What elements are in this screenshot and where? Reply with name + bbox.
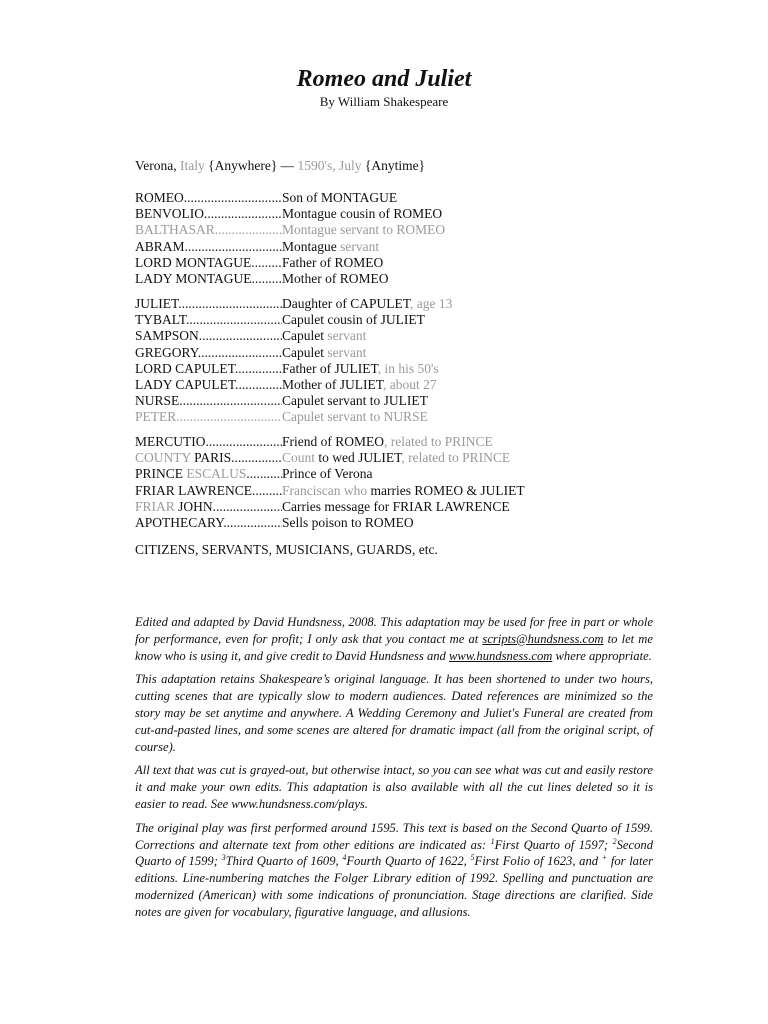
cast-row xyxy=(135,239,655,255)
character-name xyxy=(135,499,282,515)
cast-row xyxy=(135,377,655,393)
notes-text: where appropriate. xyxy=(552,648,652,663)
character-description xyxy=(282,190,397,206)
play-title: Romeo and Juliet xyxy=(296,66,472,92)
character-description xyxy=(282,345,366,361)
character-name xyxy=(135,515,282,531)
description-text: Montague cousin of ROMEO xyxy=(282,206,443,222)
edition-marker: 4 xyxy=(342,853,347,863)
character-description xyxy=(282,499,510,515)
notes-text: First Quarto of 1597; xyxy=(494,837,613,852)
email-link[interactable]: scripts@hundsness.com xyxy=(482,631,604,646)
description-cut: , in his 50's xyxy=(377,360,439,376)
character-name-text: BALTHASAR xyxy=(135,222,215,238)
extras-line: CITIZENS, SERVANTS, MUSICIANS, GUARDS, etc. xyxy=(135,542,438,557)
character-name xyxy=(135,377,282,393)
character-name-text: BENVOLIO xyxy=(135,206,204,222)
edition-marker: 2 xyxy=(612,836,617,846)
cast-row xyxy=(135,361,655,377)
character-name xyxy=(135,271,282,287)
description-text: Father of ROMEO xyxy=(282,254,384,270)
edition-marker: 1 xyxy=(490,836,495,846)
description-text: Son of MONTAGUE xyxy=(282,190,398,205)
character-name-text: PRINCE xyxy=(135,466,184,482)
character-description xyxy=(282,296,452,312)
character-name-text: FRIAR LAWRENCE xyxy=(135,482,253,498)
character-name-text: PARIS xyxy=(194,450,232,466)
description-text: Father of JULIET xyxy=(282,360,378,376)
website-link[interactable]: www.hundsness.com xyxy=(449,648,553,663)
character-description xyxy=(282,483,525,499)
description-cut: , age 13 xyxy=(409,296,453,311)
character-name-text: ROMEO xyxy=(135,190,184,205)
cast-row xyxy=(135,434,655,450)
character-name-text: SAMPSON xyxy=(135,328,199,344)
cast-group-capulet xyxy=(135,296,655,426)
cast-row xyxy=(135,190,655,206)
cast-row xyxy=(135,296,655,312)
character-description xyxy=(282,466,372,482)
description-text: Montague servant to ROMEO xyxy=(282,222,446,238)
character-name xyxy=(135,190,282,206)
character-description xyxy=(282,377,437,393)
notes-paragraph-credit xyxy=(135,614,653,664)
notes-text: Third Quarto of 1609, xyxy=(225,854,343,869)
character-description xyxy=(282,434,493,450)
description-text: Carries message for FRIAR LAWRENCE xyxy=(282,498,510,514)
notes-paragraph-adaptation: This adaptation retains Shakespeare’s original language. It has been shortened to under two hours, cutting scenes that are typically slow to modern audiences. Dated references are minimized so the story may be set anytime and anywhere. A Wedding Ceremony and Juliet's Funeral are created from cut-and-pasted lines, and some scenes are altered for dramatic impact (all from the original script, of course). xyxy=(135,672,653,754)
character-description xyxy=(282,312,425,328)
description-text: Capulet xyxy=(282,344,324,360)
description-text: Sells poison to ROMEO xyxy=(282,514,414,530)
character-description xyxy=(282,450,510,466)
edition-marker: 5 xyxy=(470,853,475,863)
character-name-cut: ESCALUS xyxy=(186,466,247,482)
character-name xyxy=(135,434,282,450)
description-text: Daughter of CAPULET xyxy=(282,296,410,311)
description-text: Mother of JULIET xyxy=(282,376,383,392)
character-description xyxy=(282,206,442,222)
character-name-text: LADY MONTAGUE xyxy=(135,270,252,286)
notes-text: First Folio of 1623, and xyxy=(474,854,602,869)
character-description xyxy=(282,222,445,238)
description-cut: , about 27 xyxy=(382,376,437,392)
character-description xyxy=(282,393,428,409)
description-text: Capulet xyxy=(282,328,324,344)
character-name-text: JOHN xyxy=(178,498,213,514)
character-name xyxy=(135,361,282,377)
character-name xyxy=(135,466,282,482)
description-cut: servant xyxy=(340,238,380,254)
notes-paragraph-sources xyxy=(135,820,653,921)
character-name xyxy=(135,345,282,361)
character-name-text: LADY CAPULET xyxy=(135,376,236,392)
character-description xyxy=(282,328,366,344)
description-cut: , related to PRINCE xyxy=(384,434,493,449)
setting-place-original: Italy xyxy=(179,158,205,173)
character-name xyxy=(135,222,282,238)
setting-line xyxy=(135,157,635,175)
cast-row xyxy=(135,499,655,515)
character-description xyxy=(282,515,414,531)
notes-text: Fourth Quarto of 1622, xyxy=(346,854,471,869)
cast-row xyxy=(135,222,655,238)
cast-row xyxy=(135,483,655,499)
character-name-text: JULIET xyxy=(135,296,179,311)
description-text: Capulet servant to JULIET xyxy=(282,393,428,409)
setting-place-alt: {Anywhere} xyxy=(208,158,278,173)
character-name-text: NURSE xyxy=(135,393,180,409)
setting-dash: — xyxy=(280,158,295,173)
notes-text: to let me know who is using it, and give credit to David Hundsness and xyxy=(135,631,653,663)
cast-row xyxy=(135,515,655,531)
cast-row xyxy=(135,328,655,344)
character-name-text: APOTHECARY xyxy=(135,514,224,530)
notes-text: Edited and adapted by David Hundsness, 2008. This adaptation may be used for free in part or whole for performance, even for profit; I only ask that you contact me at xyxy=(135,615,653,646)
cast-group-montague xyxy=(135,190,655,287)
description-text: Prince of Verona xyxy=(282,466,373,482)
character-name xyxy=(135,483,282,499)
character-name xyxy=(135,312,282,328)
description-cut: servant xyxy=(327,344,367,360)
cast-row xyxy=(135,466,655,482)
description-cut: servant xyxy=(327,328,367,344)
character-name-text: ABRAM xyxy=(135,238,185,254)
cast-row xyxy=(135,393,655,409)
character-name-text: LORD CAPULET xyxy=(135,360,235,376)
character-description xyxy=(282,361,439,377)
cast-row xyxy=(135,409,655,425)
character-description xyxy=(282,255,383,271)
setting-time-alt: {Anytime} xyxy=(364,158,426,173)
description-text: Capulet cousin of JULIET xyxy=(282,312,425,328)
character-name xyxy=(135,206,282,222)
description-text: to wed JULIET xyxy=(318,450,402,466)
character-name xyxy=(135,393,282,409)
character-name xyxy=(135,296,282,312)
description-cut: , related to PRINCE xyxy=(401,450,511,466)
character-name xyxy=(135,328,282,344)
character-name xyxy=(135,450,282,466)
description-text: Capulet servant to NURSE xyxy=(282,409,428,425)
setting-place: Verona, xyxy=(135,158,177,173)
character-description xyxy=(282,271,389,287)
notes-text: The original play was first performed around 1595. This text is based on the Second Quarto of 1599. Corrections and alternate text from other editions are indicated as: xyxy=(135,820,653,852)
cast-row xyxy=(135,271,655,287)
cast-row xyxy=(135,206,655,222)
notes-paragraph-cuts: All text that was cut is grayed-out, but otherwise intact, so you can see what was cut and easily restore it and make your own edits. This adaptation is also available with all the cut lines deleted so it is easier to read. See www.hundsness.com/plays. xyxy=(135,763,653,811)
cast-group-others xyxy=(135,434,655,531)
edition-marker: + xyxy=(601,853,608,863)
character-name-cut: COUNTY xyxy=(135,450,191,466)
character-name-text: TYBALT xyxy=(135,312,187,328)
description-text: Montague xyxy=(282,238,337,254)
editor-notes xyxy=(135,614,653,928)
character-name xyxy=(135,409,282,425)
cast-row xyxy=(135,312,655,328)
description-cut: Franciscan who xyxy=(282,482,368,498)
description-text: Mother of ROMEO xyxy=(282,270,389,286)
setting-time-original: 1590's, July xyxy=(297,158,362,173)
cast-row xyxy=(135,345,655,361)
cast-row xyxy=(135,450,655,466)
description-cut: Count xyxy=(282,450,316,466)
description-text: marries ROMEO & JULIET xyxy=(370,482,525,498)
character-name-text: MERCUTIO xyxy=(135,434,206,449)
character-name-cut: FRIAR xyxy=(135,498,175,514)
author-line: By William Shakespeare xyxy=(319,94,449,109)
notes-text: for later editions. Line-numbering matches the Folger Library edition of 1992. Spelling and punctuation are modernized (American) with some indications of pronunciation. Stage directions are clarified. Side notes are given for vocabulary, figurative language, and allusions. xyxy=(135,854,653,919)
description-text: Friend of ROMEO xyxy=(282,434,384,449)
character-description xyxy=(282,409,428,425)
cast-row xyxy=(135,255,655,271)
character-name-text: GREGORY xyxy=(135,344,198,360)
character-name-text: LORD MONTAGUE xyxy=(135,254,252,270)
notes-text: Second Quarto of 1599; xyxy=(135,837,653,869)
character-name-text: PETER xyxy=(135,409,177,425)
edition-marker: 3 xyxy=(221,853,226,863)
character-description xyxy=(282,239,379,255)
character-name xyxy=(135,255,282,271)
character-name xyxy=(135,239,282,255)
